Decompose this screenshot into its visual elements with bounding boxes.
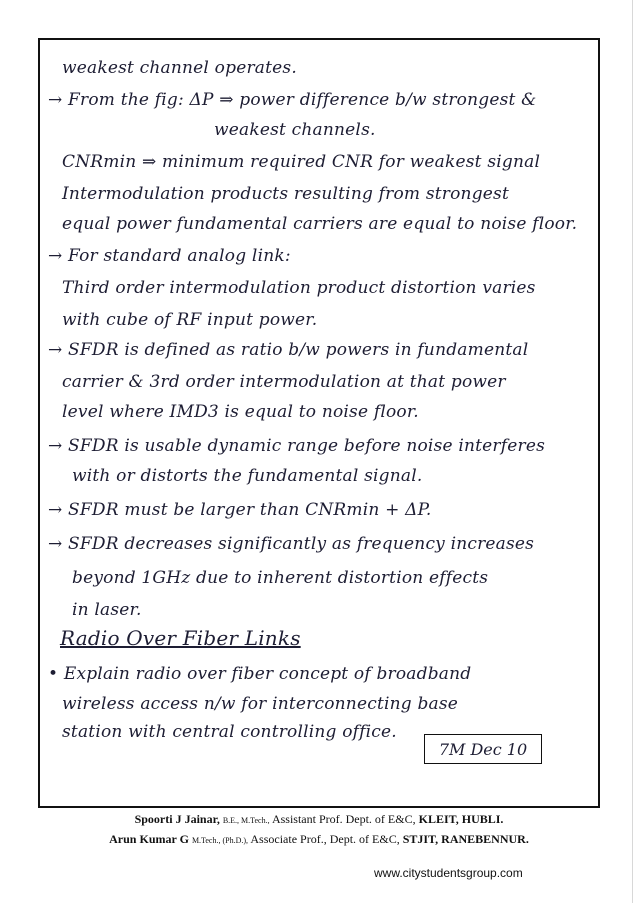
note-line-18: in laser. [72, 600, 142, 620]
author2-role: Associate Prof., Dept. of E&C, [250, 832, 400, 846]
scan-edge [632, 0, 633, 903]
note-line-5: Intermodulation products resulting from strongest [62, 184, 509, 204]
credit-line-1 [38, 812, 600, 827]
note-line-6: equal power fundamental carriers are equal to noise floor. [62, 214, 578, 234]
credits [38, 812, 600, 852]
note-line-3: weakest channels. [214, 120, 376, 140]
note-line-1: weakest channel operates. [62, 58, 297, 78]
note-line-15: → SFDR must be larger than CNRmin + ΔP. [48, 500, 432, 520]
note-line-14: with or distorts the fundamental signal. [72, 466, 423, 486]
note-line-17: beyond 1GHz due to inherent distortion effects [72, 568, 489, 588]
note-line-16: → SFDR decreases significantly as frequency increases [48, 534, 535, 554]
author2-quals: M.Tech., (Ph.D.), [191, 836, 249, 845]
credit-line-2 [38, 832, 600, 847]
note-line-10: → SFDR is defined as ratio b/w powers in fundamental [48, 340, 529, 360]
note-line-7: → For standard analog link: [48, 246, 291, 266]
note-line-8: Third order intermodulation product distortion varies [62, 278, 536, 298]
author2-institution: STJIT, RANEBENNUR. [402, 832, 529, 846]
author1-name: Spoorti J Jainar, [134, 812, 220, 826]
author2-name: Arun Kumar G [109, 832, 189, 846]
note-line-13: → SFDR is usable dynamic range before noise interferes [48, 436, 546, 456]
marks-box: 7M Dec 10 [424, 734, 542, 764]
author1-institution: KLEIT, HUBLI. [418, 812, 504, 826]
website-link[interactable]: www.citystudentsgroup.com [374, 866, 523, 880]
note-line-11: carrier & 3rd order intermodulation at that power [62, 372, 506, 392]
note-line-12: level where IMD3 is equal to noise floor. [62, 402, 419, 422]
question-line-2: wireless access n/w for interconnecting base [62, 694, 459, 714]
section-heading: Radio Over Fiber Links [60, 626, 301, 650]
note-line-2: → From the fig: ΔP ⇒ power difference b/w strongest & [48, 90, 537, 110]
note-line-9: with cube of RF input power. [62, 310, 318, 330]
author1-role: Assistant Prof. Dept. of E&C, [271, 812, 416, 826]
question-line-3: station with central controlling office. [62, 722, 397, 742]
question-line-1: • Explain radio over fiber concept of broadband [48, 664, 472, 684]
note-line-4: CNRmin ⇒ minimum required CNR for weakest signal [62, 152, 541, 172]
author1-quals: B.E., M.Tech., [222, 816, 270, 825]
